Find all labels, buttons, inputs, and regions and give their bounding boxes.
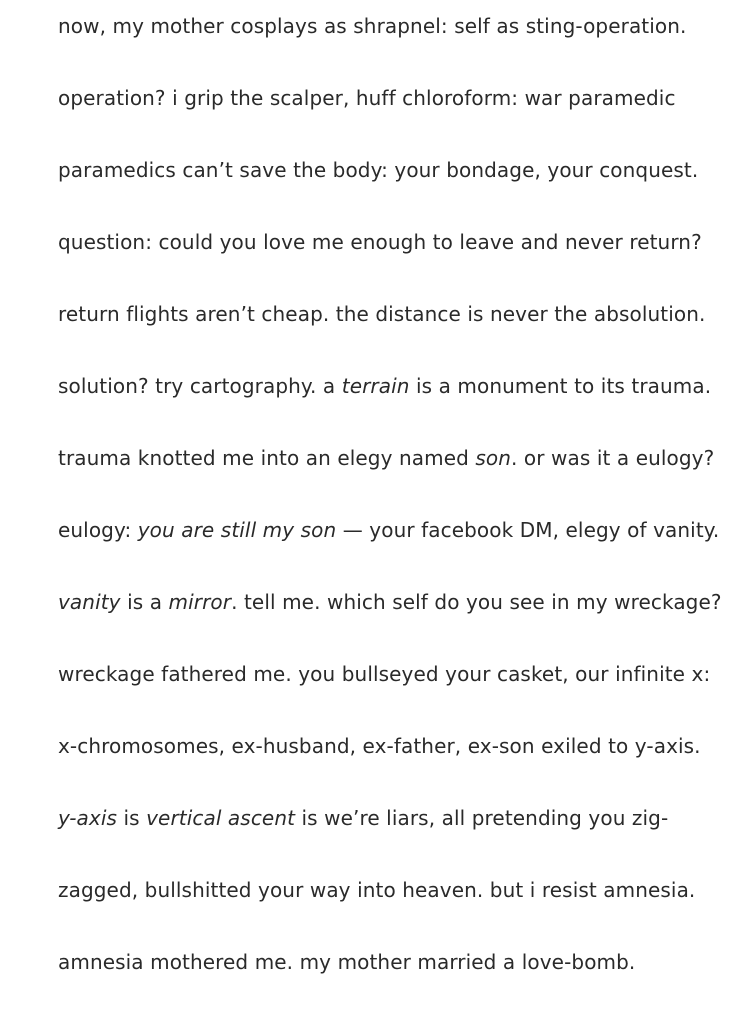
poem-italic-text: vanity — [58, 590, 121, 614]
poem-text: paramedics can’t save the body: your bondage, your conquest. — [58, 158, 699, 182]
poem-text: return flights aren’t cheap. the distance is never the absolution. — [58, 302, 706, 326]
poem-text: amnesia mothered me. my mother married a love-bomb. — [58, 950, 636, 974]
poem-text: trauma knotted me into an elegy named — [58, 446, 476, 470]
poem-italic-text: y-axis — [58, 806, 118, 830]
poem-text: is a — [120, 590, 169, 614]
poem-text: operation? i grip the scalper, huff chloroform: war paramedic — [58, 86, 676, 110]
poem-text: eulogy: — [58, 518, 138, 542]
poem-line — [58, 441, 748, 513]
poem-line — [58, 297, 748, 369]
poem-text: is we’re liars, all pretending you zig- — [295, 806, 669, 830]
poem-line — [58, 225, 748, 297]
poem-line — [58, 945, 748, 1017]
poem-italic-text: mirror — [168, 590, 232, 614]
poem-text: — your facebook DM, elegy of vanity. — [336, 518, 720, 542]
poem-text: is — [117, 806, 147, 830]
poem-italic-text: you are still my son — [137, 518, 337, 542]
poem-text: . tell me. which self do you see in my wreckage? — [231, 590, 722, 614]
poem-line — [58, 153, 748, 225]
poem-line — [58, 369, 748, 441]
poem-text: x-chromosomes, ex-husband, ex-father, ex-son exiled to y-axis. — [58, 734, 701, 758]
poem-italic-text: terrain — [341, 374, 410, 398]
poem-text: . or was it a eulogy? — [511, 446, 715, 470]
poem-line — [58, 513, 748, 585]
poem-text: solution? try cartography. a — [58, 374, 342, 398]
poem-text: wreckage fathered me. you bullseyed your casket, our infinite x: — [58, 662, 711, 686]
poem-line — [58, 801, 748, 873]
poem-line — [58, 873, 748, 945]
poem-line — [58, 585, 748, 657]
poem-line — [58, 9, 748, 81]
poem-line — [58, 81, 748, 153]
poem-text: zagged, bullshitted your way into heaven. but i resist amnesia. — [58, 878, 696, 902]
poem-text: question: could you love me enough to leave and never return? — [58, 230, 702, 254]
poem-italic-text: vertical ascent — [146, 806, 296, 830]
poem-italic-text: son — [475, 446, 511, 470]
poem-text: now, my mother cosplays as shrapnel: self as sting-operation. — [58, 14, 687, 38]
poem-line — [58, 657, 748, 729]
poem-body — [58, 9, 748, 1017]
poem-text: is a monument to its trauma. — [409, 374, 712, 398]
poem-line — [58, 729, 748, 801]
